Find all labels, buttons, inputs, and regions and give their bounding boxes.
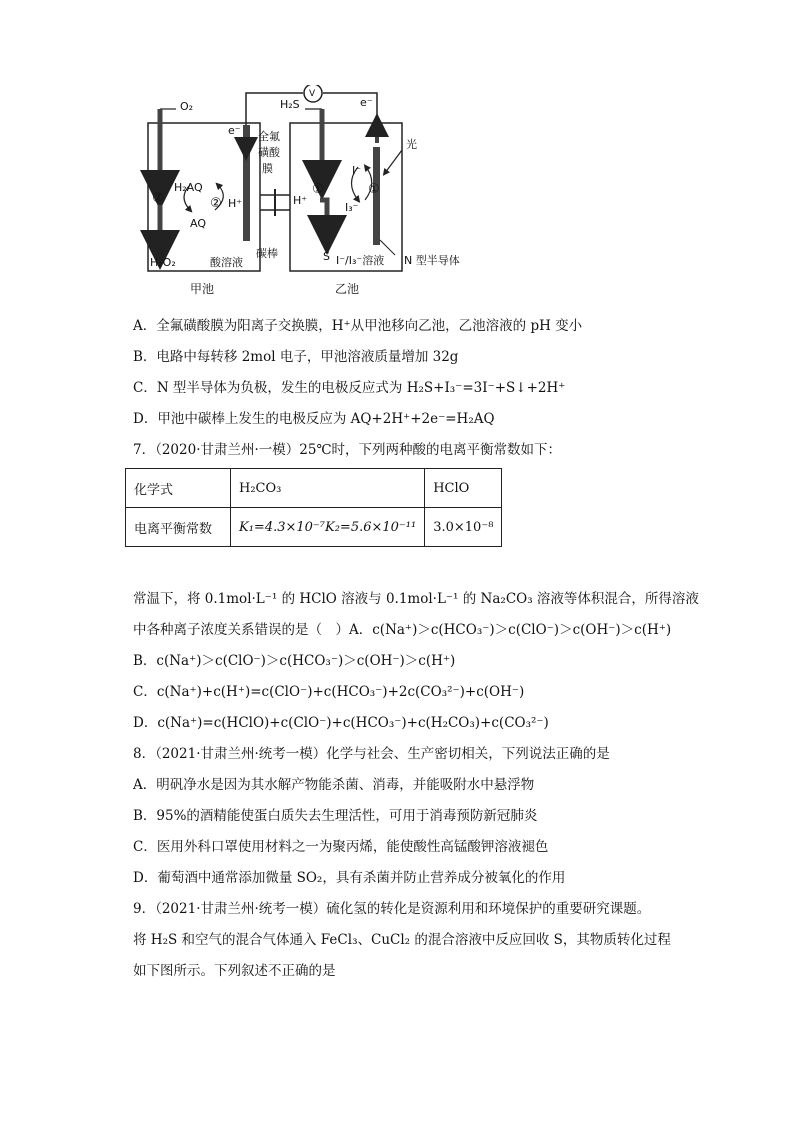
table-row <box>126 508 502 547</box>
sulfur-label: S <box>323 250 330 263</box>
q8-option-b: B．95%的酒精能使蛋白质失去生理活性，可用于消毒预防新冠肺炎 <box>133 808 538 824</box>
q7-option-b: B．c(Na⁺)＞c(ClO⁻)＞c(HCO₃⁻)＞c(OH⁻)＞c(H⁺) <box>133 653 456 669</box>
triiodide-label: I₃⁻ <box>345 201 359 214</box>
step2-left: ② <box>152 191 164 206</box>
hplus-left-label: H⁺ <box>228 197 243 210</box>
table-cell: K₁=4.3×10⁻⁷K₂=5.6×10⁻¹¹ <box>231 508 425 547</box>
electron-left-label: e⁻ <box>228 124 241 137</box>
q8-option-a: A．明矾净水是因为其水解产物能杀菌、消毒，并能吸附水中悬浮物 <box>133 777 535 793</box>
q9-line-3: 如下图所示。下列叙述不正确的是 <box>133 963 336 979</box>
table-cell: 化学式 <box>126 469 231 508</box>
table-cell: 电离平衡常数 <box>126 508 231 547</box>
q6-option-a: A．全氟磺酸膜为阳离子交换膜，H⁺从甲池移向乙池，乙池溶液的 pH 变小 <box>133 318 583 334</box>
table-cell: 3.0×10⁻⁸ <box>425 508 502 547</box>
table-cell: HClO <box>425 469 502 508</box>
q6-option-b: B．电路中每转移 2mol 电子，甲池溶液质量增加 32g <box>133 349 459 365</box>
membrane-label-2: 磺酸 <box>258 146 280 159</box>
q7-option-d: D．c(Na⁺)=c(HClO)+c(ClO⁻)+c(HCO₃⁻)+c(H₂CO₃)+c(CO₃²⁻) <box>133 715 549 731</box>
left-cell-label: 甲池 <box>190 282 215 296</box>
iodide-label: I⁻ <box>352 164 362 177</box>
voltmeter-label: V <box>309 89 316 99</box>
q7-option-c: C．c(Na⁺)+c(H⁺)=c(ClO⁻)+c(HCO₃⁻)+2c(CO₃²⁻)+c(OH⁻) <box>133 684 525 700</box>
step1-left: ① <box>312 182 324 197</box>
o2-label: O₂ <box>180 100 194 113</box>
q9-line-2: 将 H₂S 和空气的混合气体通入 FeCl₃、CuCl₂ 的混合溶液中反应回收 S，其物质转化过程 <box>133 932 671 948</box>
step2-right: ② <box>210 196 222 211</box>
cell-diagram <box>140 85 500 300</box>
h2o2-label: H₂O₂ <box>150 256 176 269</box>
q7-body-line-1: 常温下，将 0.1mol·L⁻¹ 的 HClO 溶液与 0.1mol·L⁻¹ 的 Na₂CO₃ 溶液等体积混合，所得溶液 <box>133 591 699 607</box>
right-cell-label: 乙池 <box>335 282 360 296</box>
table-cell: H₂CO₃ <box>231 469 425 508</box>
q8-option-d: D．葡萄酒中通常添加微量 SO₂，具有杀菌并防止营养成分被氧化的作用 <box>133 870 566 886</box>
carbon-rod-label: 碳棒 <box>256 247 278 260</box>
table-row <box>126 469 502 508</box>
hplus-right-label: H⁺ <box>293 194 308 207</box>
q9-line-1: 9．（2021·甘肃兰州·统考一模）硫化氢的转化是资源利用和环境保护的重要研究课题。 <box>133 901 651 917</box>
solution-label: I⁻/I₃⁻溶液 <box>336 254 385 267</box>
q6-option-c: C．N 型半导体为负极，发生的电极反应式为 H₂S+I₃⁻=3I⁻+S↓+2H⁺ <box>133 380 566 396</box>
electron-right-label: e⁻ <box>360 96 373 109</box>
membrane-label-3: 膜 <box>262 162 273 175</box>
q6-option-d: D．甲池中碳棒上发生的电极反应为 AQ+2H⁺+2e⁻=H₂AQ <box>133 411 495 427</box>
h2aq-label: H₂AQ <box>174 181 203 194</box>
q8-option-c: C．医用外科口罩使用材料之一为聚丙烯，能使酸性高锰酸钾溶液褪色 <box>133 839 549 855</box>
acid-label: 酸溶液 <box>210 256 243 269</box>
h2s-label: H₂S <box>280 98 300 111</box>
q8-stem: 8．（2021·甘肃兰州·统考一模）化学与社会、生产密切相关，下列说法正确的是 <box>133 746 610 762</box>
semiconductor-label: N 型半导体 <box>404 254 460 267</box>
q7-stem: 7．（2020·甘肃兰州·一模）25℃时，下列两种酸的电离平衡常数如下： <box>133 442 562 458</box>
aq-label: AQ <box>190 217 206 230</box>
light-label: 光 <box>406 138 417 151</box>
step1-right: ① <box>368 182 380 197</box>
membrane-label-1: 全氟 <box>258 130 280 143</box>
acid-constant-table <box>125 468 502 547</box>
q7-body-line-2: 中各种离子浓度关系错误的是（ ）A．c(Na⁺)＞c(HCO₃⁻)＞c(ClO⁻)＞c(OH⁻)＞c(H⁺) <box>133 622 672 638</box>
